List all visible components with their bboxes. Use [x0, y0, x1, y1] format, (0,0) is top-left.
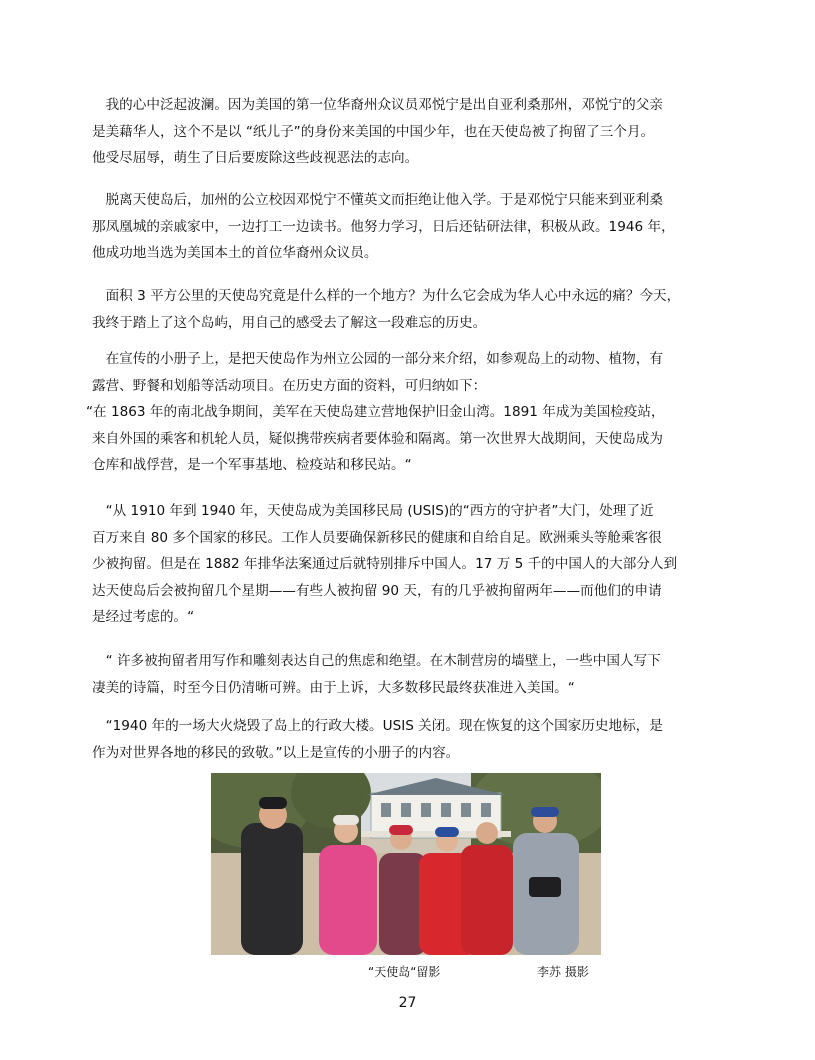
text-line: “从 1910 年到 1940 年，天使岛成为美国移民局 (USIS)的“西方的守护者”大门，处理了近 — [92, 503, 654, 519]
text-line: 我终于踏上了这个岛屿，用自己的感受去了解这一段难忘的历史。 — [92, 314, 487, 331]
text-line: 面积 3 平方公里的天使岛究竟是什么样的一个地方？为什么它会成为华人心中永远的痛？今天， — [92, 288, 681, 304]
text-line: 他受尽屈辱，萌生了日后要废除这些歧视恶法的志向。 — [92, 150, 419, 166]
paragraph-4 — [86, 346, 732, 479]
text-line: 脱离天使岛后，加州的公立校因邓悦宁不懂英文而拒绝让他入学。于是邓悦宁只能来到亚利桑 — [92, 192, 663, 208]
paragraph-6 — [92, 648, 732, 701]
paragraph-5 — [92, 498, 732, 631]
group-photo — [211, 773, 601, 955]
text-line: 我的心中泛起波澜。因为美国的第一位华裔州众议员邓悦宁是出自亚利桑那州，邓悦宁的父亲 — [92, 97, 663, 113]
text-line: 凄美的诗篇，时至今日仍清晰可辨。由于上诉，大多数移民最终获准进入美国。“ — [92, 679, 575, 696]
text-line: 作为对世界各地的移民的致敬。”以上是宣传的小册子的内容。 — [92, 744, 460, 761]
paragraph-3 — [92, 283, 732, 336]
text-line: “1940 年的一场大火烧毁了岛上的行政大楼。USIS 关闭。现在恢复的这个国家历史地标，是 — [92, 718, 663, 734]
text-line: 来自外国的乘客和机轮人员，疑似携带疾病者要体验和隔离。第一次世界大战期间，天使岛成为 — [92, 430, 663, 447]
text-line: 是美藉华人，这个不是以 “纸儿子”的身份来美国的中国少年，也在天使岛被了拘留了三个月。 — [92, 123, 655, 140]
page-number: 27 — [398, 995, 417, 1011]
text-line: 露营、野餐和划船等活动项目。在历史方面的资料，可归纳如下： — [92, 377, 487, 394]
paragraph-7 — [92, 713, 732, 766]
text-line: 达天使岛后会被拘留几个星期——有些人被拘留 90 天，有的几乎被拘留两年——而他们的申请 — [92, 582, 662, 599]
text-line: 仓库和战俘营，是一个军事基地、检疫站和移民站。“ — [92, 457, 412, 473]
text-line: “在 1863 年的南北战争期间，美军在天使岛建立营地保护旧金山湾。1891 年成为美国检疫站， — [86, 404, 665, 420]
text-line: “ 许多被拘留者用写作和雕刻表达自己的焦虑和绝望。在木制营房的墙壁上，一些中国人写下 — [92, 653, 661, 669]
text-line: 在宣传的小册子上，是把天使岛作为州立公园的一部分来介绍，如参观岛上的动物、植物，有 — [92, 351, 663, 367]
text-line: 他成功地当选为美国本土的首位华裔州众议员。 — [92, 245, 378, 261]
photo-caption-credit: 李苏 摄影 — [537, 965, 589, 979]
text-line: 百万来自 80 多个国家的移民。工作人员要确保新移民的健康和自给自足。欧洲乘头等舱乘客很 — [92, 529, 662, 546]
text-line: 那凤凰城的亲戚家中，一边打工一边读书。他努力学习，日后还钻研法律，积极从政。1946 年， — [92, 218, 675, 235]
paragraph-1 — [92, 92, 732, 172]
photo-caption-title: “天使岛“留影 — [368, 965, 441, 979]
group-photo-illustration — [211, 773, 601, 955]
paragraph-2 — [92, 187, 732, 267]
text-line: 少被拘留。但是在 1882 年排华法案通过后就特别排斥中国人。17 万 5 千的中国人的大部分人到 — [92, 556, 678, 572]
text-line: 是经过考虑的。“ — [92, 609, 195, 625]
